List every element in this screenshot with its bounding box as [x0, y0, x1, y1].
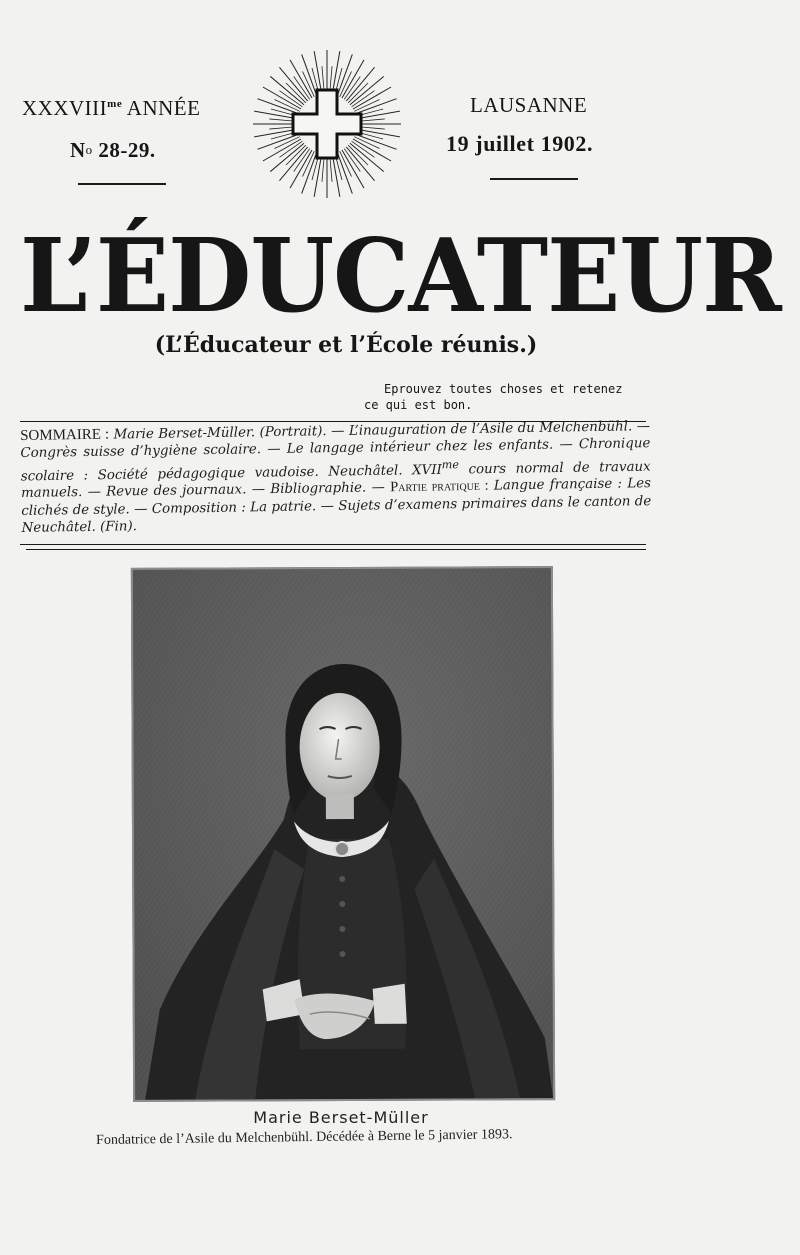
masthead-subtitle: (L’Éducateur et l’École réunis.) — [154, 332, 538, 358]
portrait-subcaption: Fondatrice de l’Asile du Melchenbühl. Décédée à Berne le 5 janvier 1893. — [96, 1127, 513, 1148]
portrait-caption: Marie Berset-Müller — [253, 1108, 429, 1127]
toc-entry: L’inauguration de l’Asile du Melchenbühl. — [348, 419, 633, 439]
issue-value: 28-29. — [98, 138, 156, 162]
header-divider-left — [78, 183, 166, 185]
motto-line-1: Eprouvez toutes choses et retenez — [384, 382, 623, 396]
masthead-title: L’ÉDUCATEUR — [20, 216, 781, 336]
sunburst-ray — [314, 51, 322, 94]
publication-city: LAUSANNE — [470, 93, 588, 117]
toc-entry: Marie Berset-Müller. (Portrait). — [113, 424, 327, 443]
toc-label: SOMMAIRE : — [20, 426, 110, 444]
sunburst-ray — [332, 51, 340, 94]
toc-entry: Bibliographie. — [270, 480, 367, 498]
year-roman: XXXVIII — [22, 96, 108, 120]
toc-sep: — — [632, 419, 651, 435]
sunburst-ray — [332, 154, 340, 197]
sunburst-ray — [357, 129, 400, 137]
toc-sep: — — [366, 480, 391, 496]
year-suffix: me — [107, 98, 123, 110]
table-of-contents — [20, 418, 652, 537]
swiss-cross-sunburst-icon — [252, 48, 402, 200]
toc-sup: me — [441, 457, 460, 471]
sunburst-ray — [286, 83, 306, 103]
toc-entry: Langue française : Les clichés de style. — [21, 476, 652, 519]
toc-sep: — — [129, 501, 152, 517]
toc-sep: — — [260, 442, 287, 458]
issue-prefix-sup: o — [85, 142, 93, 157]
toc-sep: — — [316, 498, 339, 515]
toc-entry: Le langage intérieur chez les enfants. — [286, 437, 554, 458]
publication-date: 19 juillet 1902. — [446, 131, 594, 156]
toc-sep: — — [246, 482, 271, 498]
toc-entry: Revue des journaux. — [106, 482, 247, 501]
toc-entry: Composition : La patrie. — [151, 499, 317, 517]
toc-sep: — — [82, 485, 107, 501]
portrait-engraving — [131, 566, 555, 1102]
toc-entry: Congrès suisse d’hygiène scolaire. — [20, 442, 262, 462]
toc-entry: Chronique scolaire : Société pédagogique vaudoise. Neuchâtel. XVII — [20, 436, 651, 485]
year-word: ANNÉE — [126, 96, 201, 120]
sunburst-ray — [348, 145, 368, 165]
volume-year — [22, 96, 200, 121]
toc-entry: Sujets d’examens primaires dans le canton de Neuchâtel. (Fin). — [21, 493, 652, 536]
rule-bottom-1 — [20, 544, 646, 545]
toc-sep: — — [326, 423, 350, 440]
issue-number — [70, 138, 156, 163]
toc-section: Partie pratique : — [390, 478, 489, 496]
sunburst-ray — [286, 145, 306, 165]
toc-entry: cours normal de travaux manuels. — [20, 459, 651, 502]
header-divider-right — [490, 178, 578, 180]
sunburst-ray — [348, 83, 368, 103]
portrait-illustration — [133, 568, 553, 1100]
issue-prefix: N — [70, 138, 86, 162]
sunburst-ray — [254, 111, 297, 119]
sunburst-ray — [314, 154, 322, 197]
motto — [364, 381, 624, 413]
sunburst-ray — [254, 129, 297, 137]
sunburst-ray — [357, 111, 400, 119]
motto-line-2: ce qui est bon. — [364, 398, 473, 412]
rule-bottom-2 — [26, 549, 646, 550]
toc-sep: — — [553, 437, 580, 453]
